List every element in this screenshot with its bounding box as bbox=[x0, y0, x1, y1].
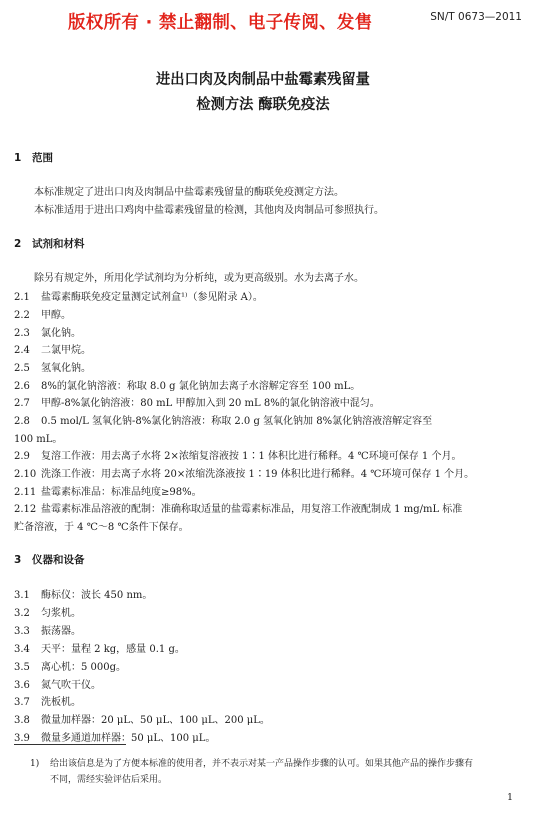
item-number: 3.3 bbox=[14, 626, 30, 637]
item-text: 盐霉素标准品：标准品纯度≥98%。 bbox=[41, 487, 202, 498]
section-title: 仪器和设备 bbox=[32, 554, 85, 566]
section-number: 2 bbox=[14, 238, 22, 250]
list-item bbox=[14, 324, 81, 339]
section-heading-scope bbox=[14, 150, 53, 165]
item-text: 甲醇。 bbox=[41, 310, 71, 321]
item-number: 3.8 bbox=[14, 715, 30, 726]
item-text: 氯化钠。 bbox=[41, 328, 81, 339]
footnote-text: 给出该信息是为了方便本标准的使用者，并不表示对某一产品操作步骤的认可。如果其他产品的操作步骤有 bbox=[50, 759, 474, 769]
item-number: 2.4 bbox=[14, 345, 30, 356]
list-item bbox=[14, 729, 215, 744]
item-text: 二氯甲烷。 bbox=[41, 345, 91, 356]
section-number: 3 bbox=[14, 554, 22, 566]
item-number: 2.3 bbox=[14, 328, 30, 339]
item-number: 2.8 bbox=[14, 416, 30, 427]
list-item bbox=[14, 447, 461, 462]
footnote-number: 1) bbox=[30, 759, 40, 769]
document-title-line2: 检测方法 酶联免疫法 bbox=[196, 97, 330, 113]
list-item bbox=[14, 640, 185, 655]
footnote-line-2: 不同，需经实验评估后采用。 bbox=[50, 775, 168, 785]
copyright-watermark: 版权所有 · 禁止翻制、电子传阅、发售 bbox=[68, 13, 373, 33]
item-text: 氮气吹干仪。 bbox=[41, 680, 101, 691]
item-number: 3.1 bbox=[14, 590, 30, 601]
item-number: 3.9 bbox=[14, 733, 30, 744]
item-text: 甲醇-8%氯化钠溶液：80 mL 甲醇加入到 20 mL 8%的氯化钠溶液中混匀。 bbox=[41, 398, 380, 409]
section-title: 试剂和材料 bbox=[32, 238, 85, 250]
item-continuation: 100 mL。 bbox=[14, 434, 63, 445]
list-item bbox=[14, 658, 126, 673]
item-number: 2.9 bbox=[14, 451, 30, 462]
scope-paragraph-2: 本标准适用于进出口鸡肉中盐霉素残留量的检测，其他肉及肉制品可参照执行。 bbox=[34, 205, 384, 216]
item-number: 3.4 bbox=[14, 644, 30, 655]
item-text: 洗涤工作液：用去离子水将 20×浓缩洗涤液按 1∶19 体积比进行稀释。4 ℃环境可保存 1 个月。 bbox=[41, 469, 475, 480]
item-continuation: 贮备溶液，于 4 ℃～8 ℃条件下保存。 bbox=[14, 522, 189, 533]
item-number: 2.12 bbox=[14, 504, 37, 515]
item-number: 3.6 bbox=[14, 680, 30, 691]
item-text: 盐霉素标准品溶液的配制：准确称取适量的盐霉素标准品，用复溶工作液配制成 1 mg/mL 标准 bbox=[41, 504, 463, 515]
item-text: 氢氧化钠。 bbox=[41, 363, 91, 374]
list-item bbox=[14, 465, 474, 480]
list-item bbox=[14, 604, 81, 619]
page-number: 1 bbox=[506, 792, 513, 803]
document-title-line1: 进出口肉及肉制品中盐霉素残留量 bbox=[156, 72, 370, 88]
item-number: 3.7 bbox=[14, 697, 30, 708]
list-item bbox=[14, 622, 81, 637]
item-text: 微量加样器：20 μL、50 μL、100 μL、200 μL。 bbox=[41, 715, 270, 726]
list-item bbox=[14, 341, 91, 356]
item-text: 匀浆机。 bbox=[41, 608, 81, 619]
list-item bbox=[14, 693, 81, 708]
section-number: 1 bbox=[14, 152, 22, 164]
item-number: 2.7 bbox=[14, 398, 30, 409]
list-item bbox=[14, 676, 101, 691]
scope-paragraph-1: 本标准规定了进出口肉及肉制品中盐霉素残留量的酶联免疫测定方法。 bbox=[34, 187, 344, 198]
footnote-line-1 bbox=[30, 756, 473, 769]
item-text: 天平：量程 2 kg，感量 0.1 g。 bbox=[41, 644, 185, 655]
list-item bbox=[14, 586, 152, 601]
standard-code: SN/T 0673—2011 bbox=[430, 11, 522, 23]
item-text: 振荡器。 bbox=[41, 626, 81, 637]
list-item bbox=[14, 394, 380, 409]
item-number: 3.2 bbox=[14, 608, 30, 619]
footnote-divider bbox=[14, 744, 126, 745]
section-heading-apparatus bbox=[14, 552, 85, 567]
item-text: 盐霉素酶联免疫定量测定试剂盒¹⁾（参见附录 A）。 bbox=[41, 292, 263, 303]
list-item bbox=[14, 359, 91, 374]
item-number: 2.2 bbox=[14, 310, 30, 321]
item-number: 2.1 bbox=[14, 292, 30, 303]
section-title: 范围 bbox=[32, 152, 53, 164]
item-text: 离心机：5 000g。 bbox=[41, 662, 127, 673]
reagents-intro: 除另有规定外，所用化学试剂均为分析纯，或为更高级别。水为去离子水。 bbox=[34, 273, 364, 284]
item-number: 2.5 bbox=[14, 363, 30, 374]
list-item bbox=[14, 500, 462, 515]
item-number: 2.10 bbox=[14, 469, 37, 480]
item-text: 微量多通道加样器：50 μL、100 μL。 bbox=[41, 733, 216, 744]
list-item bbox=[14, 412, 432, 427]
list-item bbox=[14, 483, 202, 498]
item-number: 3.5 bbox=[14, 662, 30, 673]
list-item bbox=[14, 377, 360, 392]
section-heading-reagents bbox=[14, 236, 85, 251]
list-item bbox=[14, 711, 270, 726]
item-number: 2.6 bbox=[14, 381, 30, 392]
item-number: 2.11 bbox=[14, 487, 37, 498]
item-text: 洗板机。 bbox=[41, 697, 81, 708]
list-item bbox=[14, 306, 71, 321]
item-text: 酶标仪：波长 450 nm。 bbox=[41, 590, 153, 601]
item-text: 8%的氯化钠溶液：称取 8.0 g 氯化钠加去离子水溶解定容至 100 mL。 bbox=[41, 381, 361, 392]
list-item bbox=[14, 288, 263, 303]
item-text: 0.5 mol/L 氢氧化钠-8%氯化钠溶液：称取 2.0 g 氢氧化钠加 8%氯化钠溶液溶解定容至 bbox=[41, 416, 433, 427]
item-text: 复溶工作液：用去离子水将 2×浓缩复溶液按 1∶1 体积比进行稀释。4 ℃环境可保存 1 个月。 bbox=[41, 451, 462, 462]
